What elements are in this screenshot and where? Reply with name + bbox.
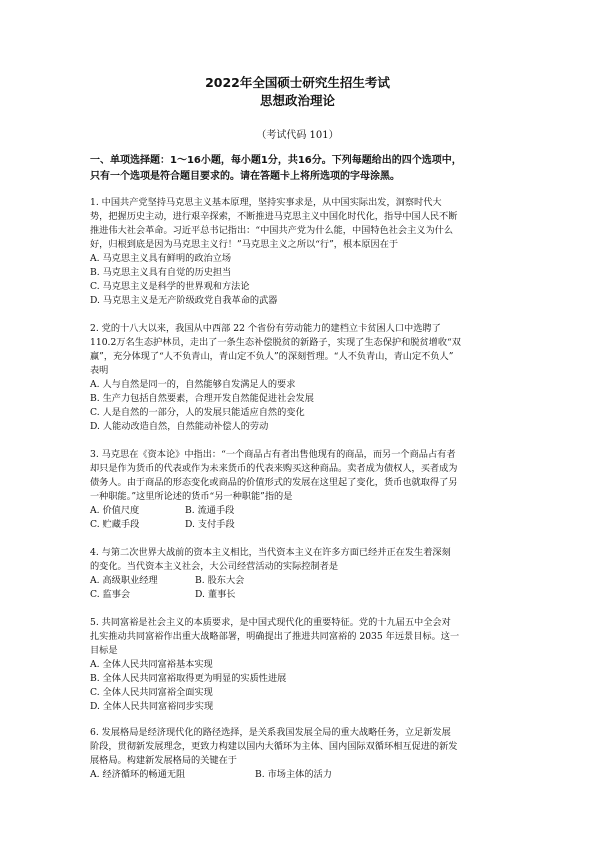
option-d: D. 全体人民共同富裕同步实现: [90, 701, 214, 712]
question-stem-line: 债务人。由于商品的形态变化或商品的价值形式的发展在这里起了变化，货币也就取得了另: [90, 477, 458, 488]
question-3: [90, 448, 510, 532]
question-stem-line: 的变化。当代资本主义社会，大公司经营活动的实际控制者是: [90, 561, 339, 572]
question-stem-line: 1. 中国共产党坚持马克思主义基本原理，坚持实事求是，从中国实际出发，洞察时代大: [90, 197, 442, 208]
option-c: C. 全体人民共同富裕全面实现: [90, 687, 213, 698]
question-stem-line: 好，归根到底是因为马克思主义行！”马克思主义之所以“行”，根本原因在于: [90, 239, 399, 250]
option-b: B. 市场主体的活力: [255, 769, 332, 780]
question-4: [90, 546, 510, 602]
question-stem-line: 阶段，贯彻新发展理念，更致力构建以国内大循环为主体、国内国际双循环相互促进的新发: [90, 741, 458, 752]
option-row: [90, 574, 510, 588]
question-stem-line: 势，把握历史主动，进行艰辛探索，不断推进马克思主义中国化时代化，指导中国人民不断: [90, 211, 458, 222]
section-instructions: [90, 153, 510, 185]
option-b: B. 生产力包括自然要素，合理开发自然能促进社会发展: [90, 393, 314, 404]
option-a: A. 经济循环的畅通无阻: [90, 769, 186, 780]
section-line-2: 只有一个选项是符合题目要求的。请在答题卡上将所选项的字母涂黑。: [90, 171, 400, 182]
option-a: A. 全体人民共同富裕基本实现: [90, 659, 213, 670]
option-d: D. 董事长: [195, 589, 236, 600]
question-stem-line: 扎实推动共同富裕作出重大战略部署，明确提出了推进共同富裕的 2035 年远景目标。这一: [90, 631, 460, 642]
option-a: A. 高级职业经理: [90, 575, 158, 586]
option-c: C. 马克思主义是科学的世界观和方法论: [90, 281, 250, 292]
question-stem-line: 赢”，充分体现了“人不负青山，青山定不负人”的深刻哲理。“人不负青山，青山定不负人”: [90, 351, 454, 362]
question-stem-line: 目标是: [90, 645, 118, 656]
option-row: [90, 518, 510, 532]
option-row: [90, 588, 510, 602]
question-1: [90, 196, 510, 308]
exam-title: 2022年全国硕士研究生招生考试: [205, 75, 390, 90]
option-c: C. 贮藏手段: [90, 519, 140, 530]
question-stem-line: 却只是作为货币的代表或作为未来货币的代表来购买这种商品。卖者成为债权人，买者成为: [90, 463, 458, 474]
option-b: B. 全体人民共同富裕取得更为明显的实质性进展: [90, 673, 287, 684]
question-6: [90, 726, 510, 782]
question-stem-line: 一种职能。”这里所论述的货币“另一种职能”指的是: [90, 491, 293, 502]
option-c: C. 监事会: [90, 589, 131, 600]
option-b: B. 流通手段: [185, 505, 235, 516]
question-5: [90, 616, 510, 714]
option-a: A. 人与自然是同一的，自然能够自发满足人的要求: [90, 379, 296, 390]
question-stem-line: 推进伟大社会革命。习近平总书记指出：“中国共产党为什么能，中国特色社会主义为什么: [90, 225, 454, 236]
question-stem-line: 表明: [90, 365, 109, 376]
option-c: C. 人是自然的一部分，人的发展只能适应自然的变化: [90, 407, 305, 418]
question-stem-line: 6. 发展格局是经济现代化的路径选择，是关系我国发展全局的重大战略任务，立足新发展: [90, 727, 451, 738]
option-d: D. 支付手段: [185, 519, 235, 530]
question-stem-line: 2. 党的十八大以来，我国从中西部 22 个省份有劳动能力的建档立卡贫困人口中选聘了: [90, 323, 441, 334]
option-b: B. 股东大会: [195, 575, 245, 586]
option-a: A. 价值尺度: [90, 505, 140, 516]
exam-subject: 思想政治理论: [259, 93, 335, 108]
question-stem-line: 4. 与第二次世界大战前的资本主义相比，当代资本主义在许多方面已经并正在发生着深刻: [90, 547, 451, 558]
question-stem-line: 3. 马克思在《资本论》中指出：“一个商品占有者出售他现有的商品，而另一个商品占有者: [90, 449, 456, 460]
option-row: [90, 768, 510, 782]
question-stem-line: 展格局。构建新发展格局的关键在于: [90, 755, 237, 766]
option-d: D. 马克思主义是无产阶级政党自我革命的武器: [90, 295, 278, 306]
exam-code: （考试代码 101）: [256, 130, 339, 141]
section-line-1: 一、单项选择题：1～16小题，每小题1分，共16分。下列每题给出的四个选项中，: [90, 155, 462, 166]
question-stem-line: 5. 共同富裕是社会主义的本质要求，是中国式现代化的重要特征。党的十九届五中全会对: [90, 617, 451, 628]
option-d: D. 人能动改造自然，自然能动补偿人的劳动: [90, 421, 269, 432]
question-stem-line: 110.2万名生态护林员，走出了一条生态补偿脱贫的新路子，实现了生态保护和脱贫增收“双: [90, 337, 461, 348]
question-2: [90, 322, 510, 434]
option-b: B. 马克思主义具有自觉的历史担当: [90, 267, 232, 278]
option-row: [90, 504, 510, 518]
option-a: A. 马克思主义具有鲜明的政治立场: [90, 253, 232, 264]
